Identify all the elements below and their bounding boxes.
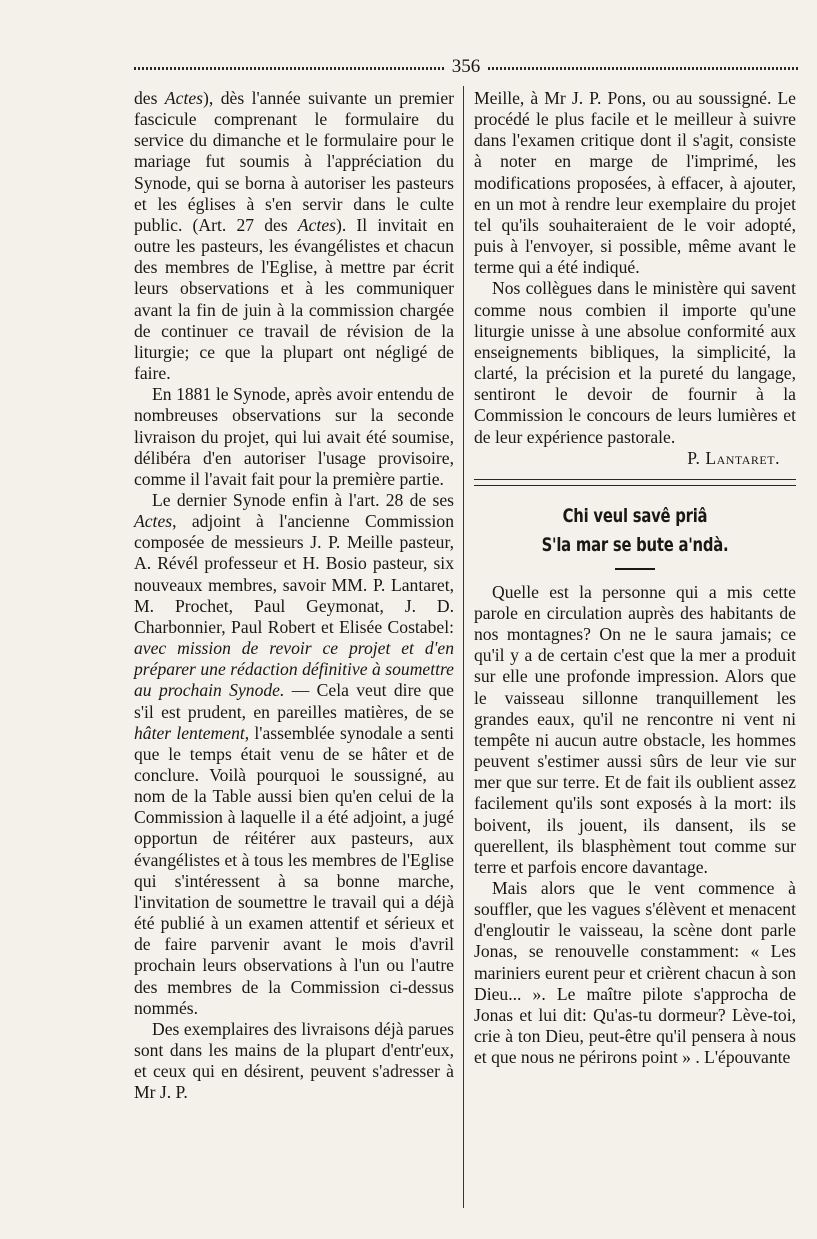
paragraph: Nos collègues dans le ministère qui savent comme nous combien il importe qu'une liturgie unisse à une absolue conformité aux enseignements bibliques, la simplicité, la clarté, la précision et la pureté du langage, sentiront le devoir de fournir à la Commission le concours de leurs lumières et de leur expérience pastorale. (474, 278, 796, 447)
signature-line (474, 448, 796, 469)
paragraph: Des exemplaires des livraisons déjà parues sont dans les mains de la plupart d'entr'eux, et ceux qui en désirent, peuvent s'adresser à Mr J. P. (134, 1018, 454, 1103)
column-divider (463, 86, 464, 1208)
header-ornament-left (134, 67, 444, 70)
right-column (474, 88, 796, 1068)
section-rule (474, 479, 796, 486)
title-rule (615, 568, 655, 570)
paragraph: Quelle est la personne qui a mis cette parole en circulation auprès des habitants de nos montagnes? On ne le saura jamais; ce qu'il y a de certain c'est que la mer a produit sur elle une profonde impression. Alors que le vaisseau sillonne tranquillement les grandes eaux, qu'il ne rencontre ni vent ni tempête ni aucun autre obstacle, les hommes peuvent s'estimer aussi sûrs de leur vie sur mer que sur terre. Et de fait ils oublient assez facilement qu'ils sont exposés à la mort: ils boivent, ils jouent, ils dansent, ils se querellent, ils blasphèment tout comme sur terre et parfois encore davantage. (474, 581, 796, 877)
signature: P. Lantaret. (687, 447, 780, 468)
page-number: 356 (451, 56, 481, 77)
page-header (134, 56, 798, 78)
left-column (134, 88, 454, 1104)
paragraph: Le dernier Synode enfin à l'art. 28 de ses Actes, adjoint à l'ancienne Commission composée de messieurs J. P. Meille pasteur, A. Révél professeur et H. Bosio pasteur, six nouveaux membres, savoir MM. P. Lantaret, M. Prochet, Paul Geymonat, J. D. Charbonnier, Paul Robert et Elisée Costabel: avec mission de revoir ce projet et d'en préparer une rédaction définitive à soumettre au prochain Synode. — Cela veut dire que s'il est prudent, en pareilles matières, de se hâter lentement, l'assemblée synodale a senti que le temps était venu de se hâter et de conclure. Voilà pourquoi le soussigné, au nom de la Table aussi bien qu'en celui de la Commission à laquelle il a été adjoint, a jugé opportun de réitérer aux pasteurs, aux évangélistes et à tous les membres de l'Eglise qui s'intéressent à sa bonne marche, l'invitation de soumettre le travail qui a déjà été publié à un examen attentif et sérieux et de faire parvenir avant le mois d'avril prochain leurs observations à l'un ou l'autre des membres de la Commission ci-dessus nommés. (134, 489, 454, 1018)
paragraph: En 1881 le Synode, après avoir entendu de nombreuses observations sur la seconde livraison du projet, qui lui avait été soumise, délibéra d'en autoriser l'usage provisoire, comme il l'avait fait pour la première partie. (134, 384, 454, 489)
header-ornament-right (488, 67, 798, 70)
paragraph: Meille, à Mr J. P. Pons, ou au soussigné. Le procédé le plus facile et le meilleur à suivre dans l'examen critique dont il s'agit, consiste à noter en marge de l'imprimé, les modifications proposées, à effacer, à ajouter, en un mot à rendre leur exemplaire du projet tel qu'ils souhaiteraient de le voir adopté, puis à l'envoyer, si possible, même avant le terme qui a été indiqué. (474, 88, 796, 278)
paragraph: des Actes), dès l'année suivante un premier fascicule comprenant le formulaire du service du dimanche et le formulaire pour le mariage fut soumis à l'appréciation du Synode, qui se borna à autoriser les pasteurs et les églises à s'en servir dans le culte public. (Art. 27 des Actes). Il invitait en outre les pasteurs, les évangélistes et chacun des membres de l'Eglise, à mettre par écrit leurs observations et à les communiquer avant la fin de juin à la commission chargée de continuer ce travail de révision de la liturgie; ce que la plupart ont négligé de faire. (134, 88, 454, 384)
article-title-line-2: S'la mar se bute a'ndà. (541, 533, 729, 556)
article-title-line-1: Chi veul savê priâ (562, 504, 708, 527)
paragraph: Mais alors que le vent commence à souffler, que les vagues s'élèvent et menacent d'engloutir le vaisseau, la scène dont parle Jonas, se renouvelle constamment: « Les mariniers eurent peur et crièrent chacun à son Dieu... ». Le maître pilote s'approcha de Jonas et lui dit: Qu'as-tu dormeur? Lève-toi, crie à ton Dieu, peut-être qu'il pensera à nous et que nous ne périrons point » . L'épouvante (474, 878, 796, 1068)
